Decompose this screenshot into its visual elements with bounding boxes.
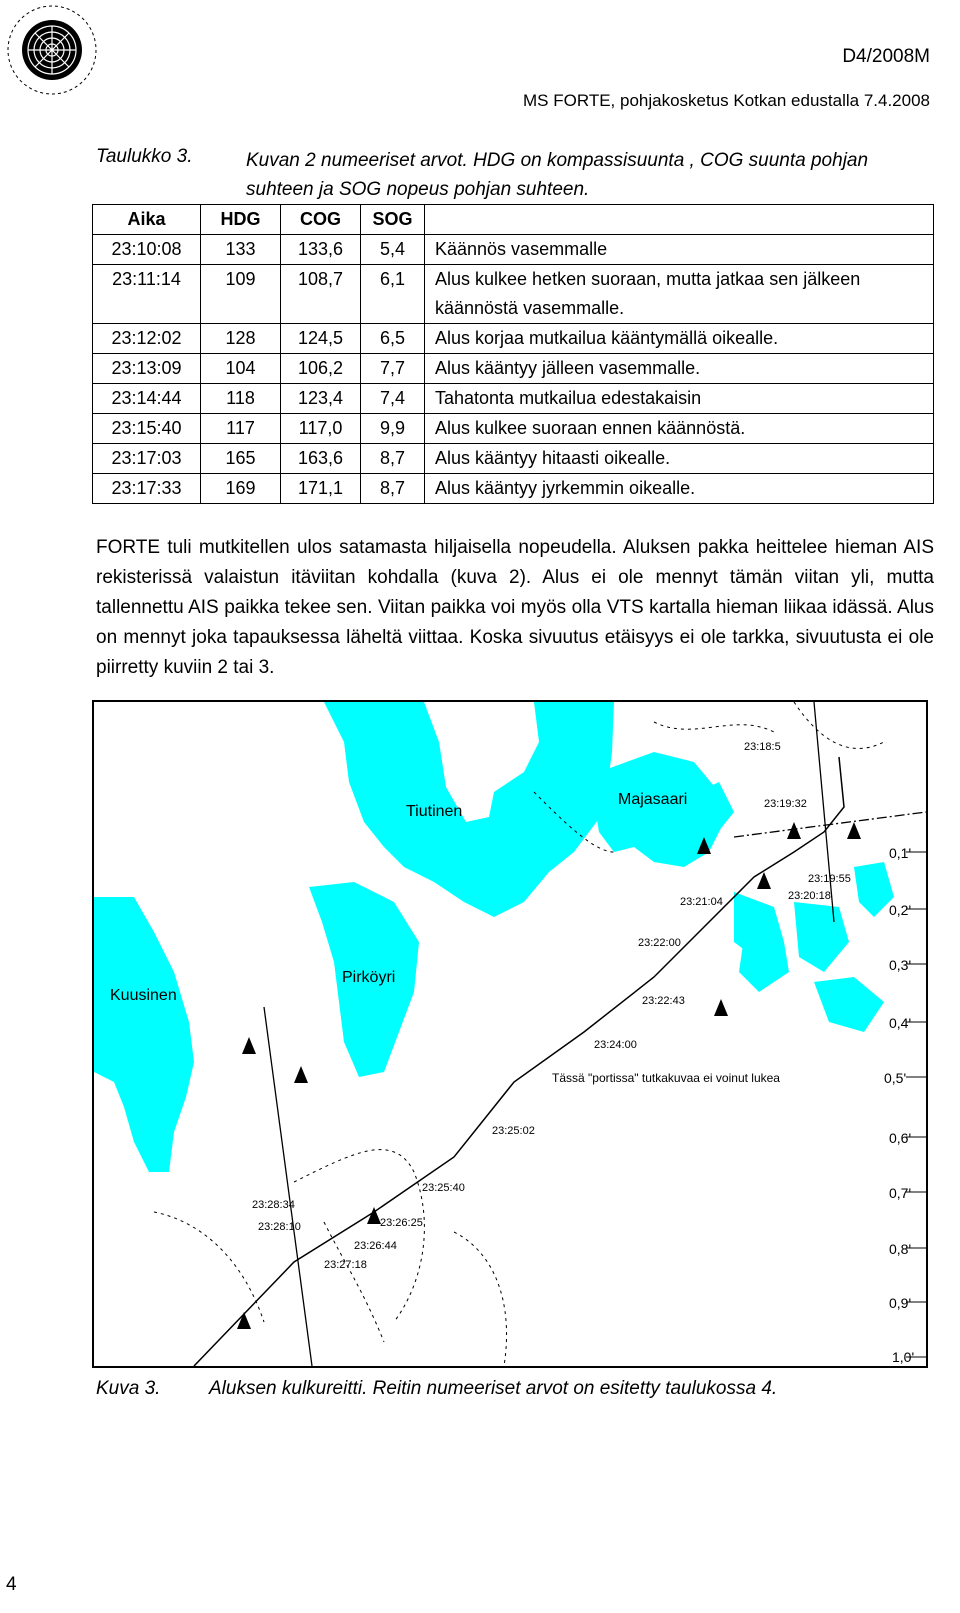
value-cell: 133,6 xyxy=(281,235,361,265)
time-cell: 23:17:33 xyxy=(93,474,201,504)
table-row xyxy=(93,235,934,265)
value-cell: 163,6 xyxy=(281,444,361,474)
time-label: 23:25:40 xyxy=(422,1182,465,1194)
value-cell: 109 xyxy=(201,265,281,324)
time-cell: 23:17:03 xyxy=(93,444,201,474)
value-cell: 8,7 xyxy=(361,474,425,504)
value-cell: 9,9 xyxy=(361,414,425,444)
scale-label: 0,1' xyxy=(889,845,912,861)
logo xyxy=(2,0,102,100)
time-label: 23:26:25 xyxy=(380,1217,423,1229)
table-row xyxy=(93,414,934,444)
time-label: 23:24:00 xyxy=(594,1039,637,1051)
table-label: Taulukko 3. xyxy=(96,146,193,167)
scale-label: 1,0' xyxy=(892,1349,915,1365)
scale-label: 0,4' xyxy=(889,1015,912,1031)
table-row xyxy=(93,324,934,354)
time-label: 23:21:04 xyxy=(680,896,723,908)
value-cell: 6,1 xyxy=(361,265,425,324)
time-cell: 23:13:09 xyxy=(93,354,201,384)
table-row xyxy=(93,474,934,504)
place-label: Kuusinen xyxy=(110,987,177,1004)
table-header-row xyxy=(93,205,934,235)
value-cell: 171,1 xyxy=(281,474,361,504)
header-cell xyxy=(425,205,934,235)
scale-label: 0,7' xyxy=(889,1185,912,1201)
description-cell: Alus kulkee suoraan ennen käännöstä. xyxy=(425,414,934,444)
time-cell: 23:11:14 xyxy=(93,265,201,324)
time-cell: 23:10:08 xyxy=(93,235,201,265)
description-cell: Alus kääntyy jälleen vasemmalle. xyxy=(425,354,934,384)
value-cell: 128 xyxy=(201,324,281,354)
table-row xyxy=(93,384,934,414)
place-label: Majasaari xyxy=(618,791,688,808)
time-label: 23:19:55 xyxy=(808,873,851,885)
header-cell: HDG xyxy=(201,205,281,235)
document-id: D4/2008M xyxy=(842,46,930,67)
value-cell: 8,7 xyxy=(361,444,425,474)
time-cell: 23:15:40 xyxy=(93,414,201,444)
value-cell: 165 xyxy=(201,444,281,474)
value-cell: 133 xyxy=(201,235,281,265)
header-cell: COG xyxy=(281,205,361,235)
description-cell: Alus korjaa mutkailua kääntymällä oikealle. xyxy=(425,324,934,354)
value-cell: 6,5 xyxy=(361,324,425,354)
time-label: 23:25:02 xyxy=(492,1125,535,1137)
value-cell: 124,5 xyxy=(281,324,361,354)
description-cell: Tahatonta mutkailua edestakaisin xyxy=(425,384,934,414)
scale-label: 0,9' xyxy=(889,1295,912,1311)
time-label: 23:19:32 xyxy=(764,798,807,810)
value-cell: 108,7 xyxy=(281,265,361,324)
body-paragraph: FORTE tuli mutkitellen ulos satamasta hiljaisella nopeudella. Aluksen pakka heittelee hieman AIS rekisterissä valaistun itäviitan kohdalla (kuva 2). Alus ei ole mennyt tämän viitan yli, mutta tallennettu AIS paikka tekee sen. Viitan paikka voi myös olla VTS kartalla hieman liikaa idässä. Alus on mennyt joka tapauksessa läheltä viittaa. Koska sivuutus etäisyys ei ole tarkka, sivuutusta ei ole piirretty kuviin 2 tai 3. xyxy=(96,537,934,678)
description-cell: Alus kääntyy jyrkemmin oikealle. xyxy=(425,474,934,504)
time-cell: 23:12:02 xyxy=(93,324,201,354)
figure-label: Kuva 3. xyxy=(96,1378,161,1399)
scale-label: 0,3' xyxy=(889,957,912,973)
page-number: 4 xyxy=(6,1574,17,1595)
time-cell: 23:14:44 xyxy=(93,384,201,414)
document-title: MS FORTE, pohjakosketus Kotkan edustalla 7.4.2008 xyxy=(523,91,930,110)
islands xyxy=(94,702,894,1172)
value-cell: 7,4 xyxy=(361,384,425,414)
data-table xyxy=(92,204,934,504)
scale-ticks xyxy=(906,852,926,1357)
value-cell: 7,7 xyxy=(361,354,425,384)
header-cell: SOG xyxy=(361,205,425,235)
table-row xyxy=(93,354,934,384)
scale-label: 0,6' xyxy=(889,1130,912,1146)
header-cell: Aika xyxy=(93,205,201,235)
time-label: 23:22:00 xyxy=(638,937,681,949)
scale-label: 0,8' xyxy=(889,1241,912,1257)
table-row xyxy=(93,444,934,474)
value-cell: 123,4 xyxy=(281,384,361,414)
time-label: 23:18:5 xyxy=(744,741,781,753)
place-label: Tiutinen xyxy=(406,803,463,820)
scale-label: 0,5' xyxy=(884,1070,907,1086)
time-label: 23:20:18 xyxy=(788,890,831,902)
time-label: 23:26:44 xyxy=(354,1240,397,1252)
value-cell: 5,4 xyxy=(361,235,425,265)
description-cell: Alus kääntyy hitaasti oikealle. xyxy=(425,444,934,474)
nautical-chart xyxy=(92,700,928,1368)
map-note: Tässä "portissa" tutkakuvaa ei voinut lukea xyxy=(552,1071,780,1085)
value-cell: 117,0 xyxy=(281,414,361,444)
figure-caption: Aluksen kulkureitti. Reitin numeeriset arvot on esitetty taulukossa 4. xyxy=(209,1378,778,1399)
table-caption: Kuvan 2 numeeriset arvot. HDG on kompassisuunta , COG suunta pohjan suhteen ja SOG nopeus pohjan suhteen. xyxy=(246,150,869,200)
value-cell: 118 xyxy=(201,384,281,414)
time-label: 23:27:18 xyxy=(324,1259,367,1271)
value-cell: 117 xyxy=(201,414,281,444)
table-row xyxy=(93,265,934,324)
scale-label: 0,2' xyxy=(889,902,912,918)
time-label: 23:28:10 xyxy=(258,1221,301,1233)
description-cell: Alus kulkee hetken suoraan, mutta jatkaa sen jälkeen käännöstä vasemmalle. xyxy=(425,265,934,324)
value-cell: 104 xyxy=(201,354,281,384)
value-cell: 106,2 xyxy=(281,354,361,384)
place-label: Pirköyri xyxy=(342,969,396,986)
time-label: 23:22:43 xyxy=(642,995,685,1007)
time-label: 23:28:34 xyxy=(252,1199,295,1211)
island-kuusinen xyxy=(94,897,194,1172)
description-cell: Käännös vasemmalle xyxy=(425,235,934,265)
value-cell: 169 xyxy=(201,474,281,504)
